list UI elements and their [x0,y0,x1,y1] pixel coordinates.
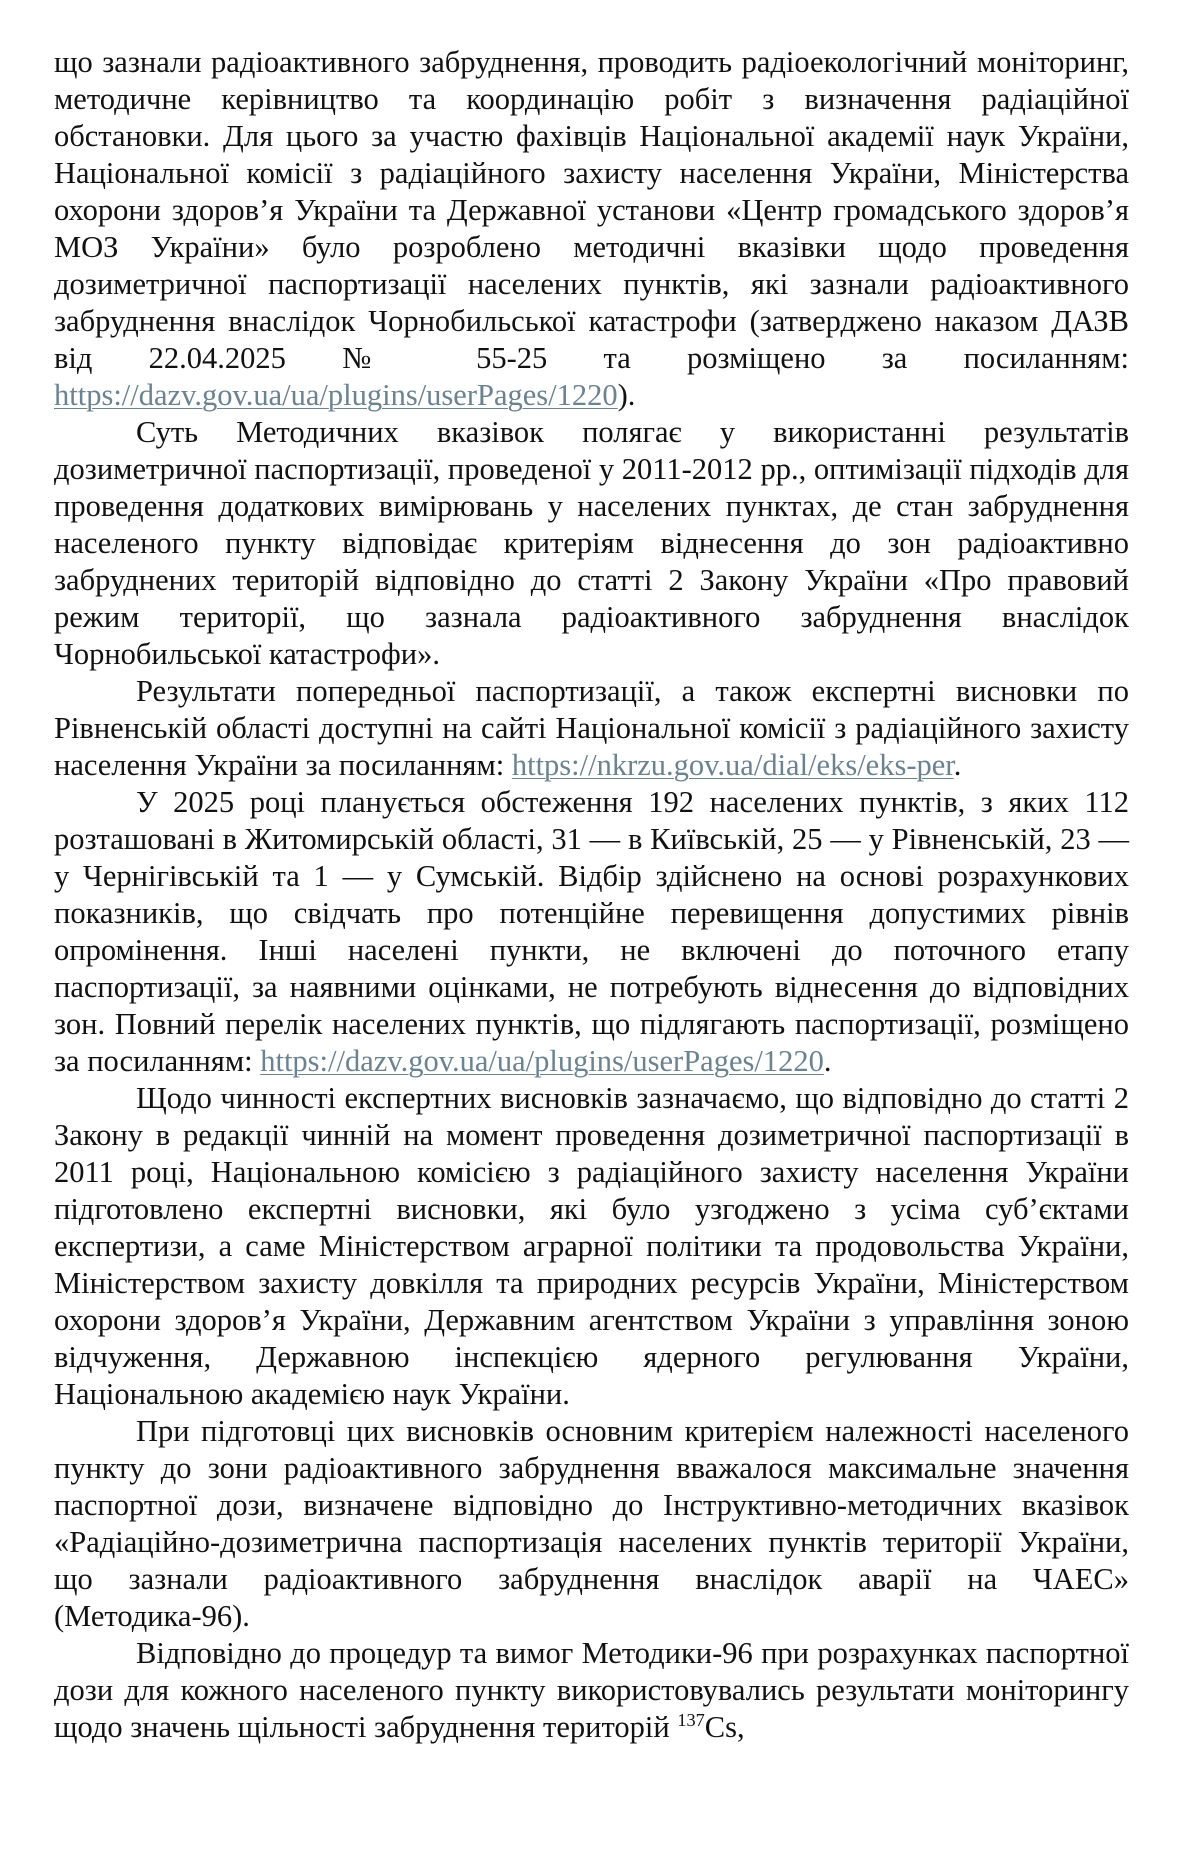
paragraph-4-text: У 2025 році планується обстеження 192 населених пунктів, з яких 112 розташовані в Житомирській області, 31 — в Київській, 25 — у Рівненській, 23 — у Чернігівській та 1 — у Сумській. Відбір здійснено на основі розрахункових показників, що свідчать про потенційне перевищення допустимих рівнів опромінення. Інші населені пункти, не включені до поточного етапу паспортизації, за наявними оцінками, не потребують віднесення до відповідних зон. Повний перелік населених пунктів, що підлягають паспортизації, розміщено за посиланням: [54,785,1129,1078]
paragraph-7-end: Cs, [704,1710,745,1744]
isotope-mass-number: 137 [677,1709,705,1730]
paragraph-1-end: ). [617,378,636,412]
document-page [54,44,1129,1746]
paragraph-1 [54,44,1129,414]
paragraph-5 [54,1080,1129,1413]
paragraph-1-text: що зазнали радіоактивного забруднення, проводить радіоекологічний моніторинг, методичне керівництво та координацію робіт з визначення радіаційної обстановки. Для цього за участю фахівців Національної академії наук України, Національної комісії з радіаційного захисту населення України, Міністерства охорони здоров’я України та Державної установи «Центр громадського здоров’я МОЗ України» було розроблено методичні вказівки щодо проведення дозиметричної паспортизації населених пунктів, які зазнали радіоактивного забруднення внаслідок Чорнобильської катастрофи (затверджено наказом ДАЗВ від 22.04.2025 № 55-25 та розміщено за посиланням: [54,45,1129,375]
dazv-settlements-link[interactable]: https://dazv.gov.ua/ua/plugins/userPages/1220 [260,1044,824,1078]
paragraph-6 [54,1413,1129,1635]
dazv-link[interactable]: https://dazv.gov.ua/ua/plugins/userPages/1220 [54,378,618,412]
paragraph-7-text: Відповідно до процедур та вимог Методики-96 при розрахунках паспортної дози для кожного населеного пункту використовувались результати моніторингу щодо значень щільності забруднення територій [54,1636,1129,1744]
paragraph-4 [54,784,1129,1080]
paragraph-6-text: При підготовці цих висновків основним критерієм належності населеного пункту до зони радіоактивного забруднення вважалося максимальне значення паспортної дози, визначене відповідно до Інструктивно-методичних вказівок «Радіаційно-дозиметрична паспортизація населених пунктів території України, що зазнали радіоактивного забруднення внаслідок аварії на ЧАЕС» (Методика-96). [54,1414,1129,1633]
paragraph-2-text: Суть Методичних вказівок полягає у використанні результатів дозиметричної паспортизації, проведеної у 2011-2012 рр., оптимізації підходів для проведення додаткових вимірювань у населених пунктах, де стан забруднення населеного пункту відповідає критеріям віднесення до зон радіоактивно забруднених територій відповідно до статті 2 Закону України «Про правовий режим території, що зазнала радіоактивного забруднення внаслідок Чорнобильської катастрофи». [54,415,1129,671]
paragraph-3 [54,673,1129,784]
paragraph-2 [54,414,1129,673]
paragraph-3-end: . [953,748,962,782]
paragraph-3-text: Результати попередньої паспортизації, а також експертні висновки по Рівненській області доступні на сайті Національної комісії з радіаційного захисту населення України за посиланням: [54,674,1129,782]
paragraph-4-end: . [823,1044,832,1078]
paragraph-7 [54,1635,1129,1746]
paragraph-5-text: Щодо чинності експертних висновків зазначаємо, що відповідно до статті 2 Закону в редакції чинній на момент проведення дозиметричної паспортизації в 2011 році, Національною комісією з радіаційного захисту населення України підготовлено експертні висновки, які було узгоджено з усіма суб’єктами експертизи, а саме Міністерством аграрної політики та продовольства України, Міністерством захисту довкілля та природних ресурсів України, Міністерством охорони здоров’я України, Державним агентством України з управління зоною відчуження, Державною інспекцією ядерного регулювання України, Національною академією наук України. [54,1081,1129,1411]
nkrzu-link[interactable]: https://nkrzu.gov.ua/dial/eks/eks-per [511,748,954,782]
